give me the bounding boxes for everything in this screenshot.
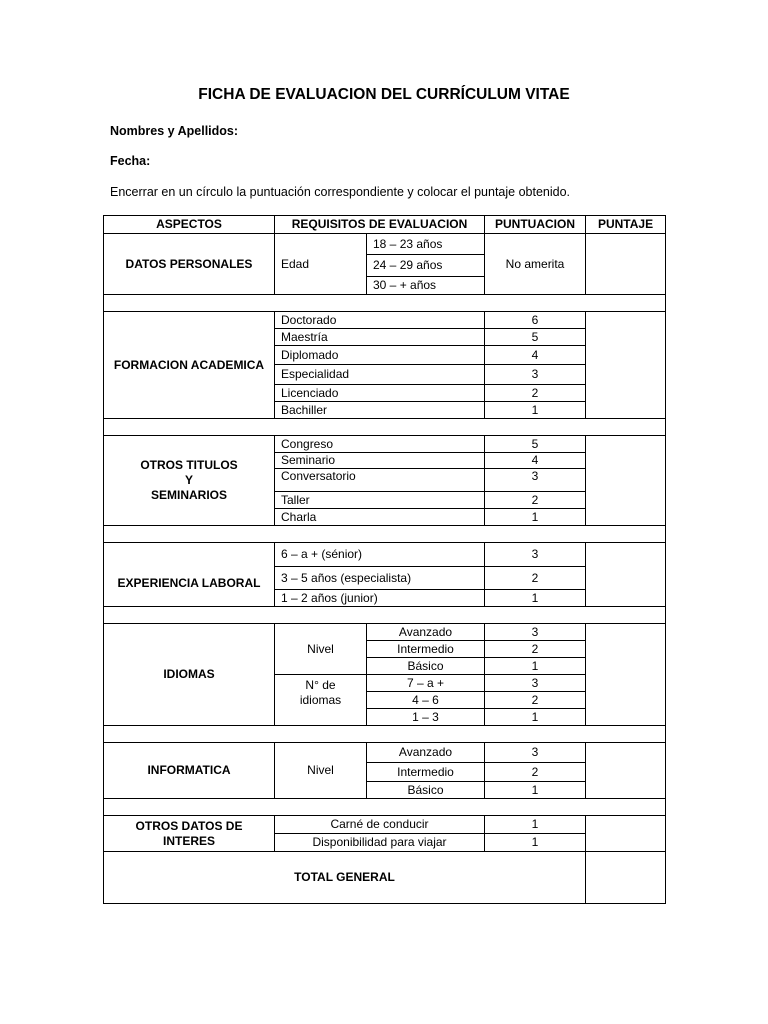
score-cell: 1: [485, 816, 586, 834]
requisito-cell: Avanzado: [367, 743, 485, 763]
puntaje-cell[interactable]: [586, 312, 666, 419]
table-row: [104, 624, 666, 641]
instructions: Encerrar en un círculo la puntuación correspondiente y colocar el puntaje obtenido.: [110, 185, 571, 199]
score-cell: 3: [485, 743, 586, 763]
puntaje-cell[interactable]: [586, 436, 666, 526]
requisito-cell: Licenciado: [275, 385, 485, 402]
aspect-informatica: INFORMATICA: [104, 743, 275, 799]
header-requisitos: REQUISITOS DE EVALUACION: [275, 216, 485, 234]
aspect-line: SEMINARIOS: [150, 488, 227, 502]
table-row: [104, 312, 666, 329]
requisito-cell: Seminario: [275, 453, 485, 469]
score-cell: 3: [485, 365, 586, 385]
spacer-row: [104, 607, 666, 624]
score-cell: 1: [485, 590, 586, 607]
requisito-cell: 3 – 5 años (especialista): [275, 567, 485, 590]
spacer-row: [104, 526, 666, 543]
total-general-label: TOTAL GENERAL: [104, 852, 586, 904]
puntaje-cell[interactable]: [586, 816, 666, 852]
score-cell: 1: [485, 782, 586, 799]
score-cell: 2: [485, 492, 586, 509]
requisito-cell: 7 – a +: [367, 675, 485, 692]
requisito-cell: 24 – 29 años: [367, 255, 485, 277]
requisito-cell: Diplomado: [275, 346, 485, 365]
header-puntuacion: PUNTUACION: [485, 216, 586, 234]
requisito-cell: Bachiller: [275, 402, 485, 419]
requisito-cell: Carné de conducir: [275, 816, 485, 834]
requisito-cell: Básico: [367, 782, 485, 799]
score-cell: 2: [485, 692, 586, 709]
spacer-row: [104, 726, 666, 743]
score-cell: 3: [485, 675, 586, 692]
requisito-cell: Congreso: [275, 436, 485, 453]
edad-label: Edad: [275, 234, 367, 295]
score-cell: 2: [485, 763, 586, 782]
fecha-label: Fecha:: [110, 154, 151, 168]
aspect-formacion-academica: FORMACION ACADEMICA: [104, 312, 275, 419]
table-row: [104, 436, 666, 453]
aspect-line: OTROS TITULOS: [140, 458, 238, 472]
num-idiomas-label: [275, 675, 367, 726]
nombres-label: Nombres y Apellidos:: [110, 124, 239, 138]
score-cell: No amerita: [485, 234, 586, 295]
aspect-otros-titulos: [104, 436, 275, 526]
score-cell: 1: [485, 709, 586, 726]
requisito-cell: Charla: [275, 509, 485, 526]
nivel-label: Nivel: [275, 743, 367, 799]
requisito-cell: Especialidad: [275, 365, 485, 385]
puntaje-cell[interactable]: [586, 543, 666, 607]
requisito-cell: 30 – + años: [367, 277, 485, 295]
table-row: [104, 543, 666, 567]
requisito-cell: Disponibilidad para viajar: [275, 834, 485, 852]
aspect-otros-datos: OTROS DATOS DE INTERES: [104, 816, 275, 852]
num-idiomas-line: N° de: [305, 678, 336, 692]
score-cell: 1: [485, 834, 586, 852]
header-row: [104, 216, 666, 234]
evaluation-table: [103, 215, 666, 904]
requisito-cell: Avanzado: [367, 624, 485, 641]
table-row: [104, 234, 666, 255]
score-cell: 3: [485, 469, 586, 492]
requisito-cell: 6 – a + (sénior): [275, 543, 485, 567]
header-aspectos: ASPECTOS: [104, 216, 275, 234]
aspect-datos-personales: DATOS PERSONALES: [104, 234, 275, 295]
requisito-cell: Maestría: [275, 329, 485, 346]
aspect-idiomas: IDIOMAS: [104, 624, 275, 726]
score-cell: 4: [485, 453, 586, 469]
score-cell: 2: [485, 385, 586, 402]
score-cell: 2: [485, 567, 586, 590]
puntaje-cell[interactable]: [586, 234, 666, 295]
requisito-cell: Intermedio: [367, 641, 485, 658]
score-cell: 6: [485, 312, 586, 329]
requisito-cell: Taller: [275, 492, 485, 509]
score-cell: 3: [485, 543, 586, 567]
requisito-cell: Intermedio: [367, 763, 485, 782]
total-row: [104, 852, 666, 904]
spacer-row: [104, 799, 666, 816]
table-row: [104, 743, 666, 763]
score-cell: 1: [485, 509, 586, 526]
requisito-cell: 1 – 2 años (junior): [275, 590, 485, 607]
num-idiomas-line: idiomas: [299, 693, 342, 707]
score-cell: 3: [485, 624, 586, 641]
requisito-cell: 1 – 3: [367, 709, 485, 726]
requisito-cell: 4 – 6: [367, 692, 485, 709]
aspect-line: Y: [184, 473, 193, 487]
score-cell: 1: [485, 402, 586, 419]
spacer-row: [104, 419, 666, 436]
puntaje-cell[interactable]: [586, 743, 666, 799]
document-title: FICHA DE EVALUACION DEL CURRÍCULUM VITAE: [198, 86, 570, 103]
score-cell: 4: [485, 346, 586, 365]
score-cell: 2: [485, 641, 586, 658]
requisito-cell: 18 – 23 años: [367, 234, 485, 255]
score-cell: 5: [485, 329, 586, 346]
score-cell: 1: [485, 658, 586, 675]
total-puntaje-cell[interactable]: [586, 852, 666, 904]
requisito-cell: Básico: [367, 658, 485, 675]
table-row: [104, 816, 666, 834]
requisito-cell: Conversatorio: [275, 469, 485, 492]
spacer-row: [104, 295, 666, 312]
score-cell: 5: [485, 436, 586, 453]
nivel-label: Nivel: [275, 624, 367, 675]
requisito-cell: Doctorado: [275, 312, 485, 329]
header-puntaje: PUNTAJE: [586, 216, 666, 234]
puntaje-cell[interactable]: [586, 624, 666, 726]
aspect-experiencia-laboral: EXPERIENCIA LABORAL: [104, 543, 275, 607]
